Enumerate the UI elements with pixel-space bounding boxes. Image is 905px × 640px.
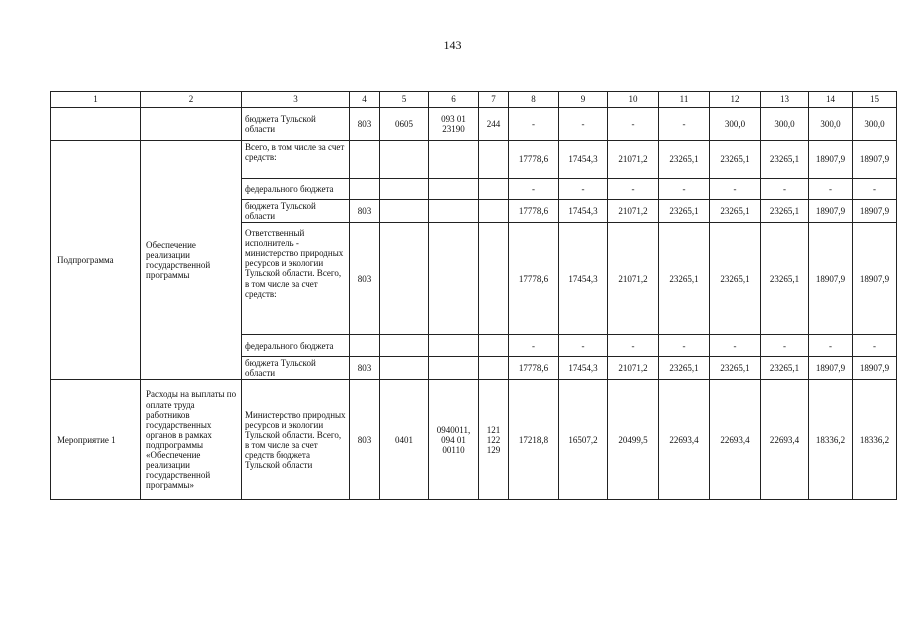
value-cell: 17218,8: [509, 380, 559, 500]
value-cell: 23265,1: [761, 141, 809, 179]
subprogram-name: Обеспечение реализации государственной программы: [141, 141, 242, 380]
header-cell: 11: [659, 92, 710, 108]
table-row: [51, 108, 897, 141]
section-code-cell: [380, 179, 429, 200]
value-cell: 18907,9: [809, 357, 853, 380]
value-cell: 18907,9: [853, 357, 897, 380]
value-cell: -: [608, 335, 659, 357]
table-row: [51, 380, 897, 500]
funding-source-cell: федерального бюджета: [242, 179, 350, 200]
ministry-code-cell: [350, 179, 380, 200]
value-cell: 23265,1: [710, 357, 761, 380]
section-code-cell: [380, 223, 429, 335]
section-code-cell: [380, 200, 429, 223]
value-cell: -: [809, 335, 853, 357]
value-cell: -: [559, 108, 608, 141]
header-row: [51, 92, 897, 108]
value-cell: 18907,9: [809, 141, 853, 179]
target-article-cell: [429, 141, 479, 179]
budget-table: [50, 91, 897, 500]
header-cell: 7: [479, 92, 509, 108]
value-cell: 23265,1: [710, 223, 761, 335]
value-cell: 23265,1: [710, 200, 761, 223]
value-cell: -: [608, 108, 659, 141]
header-cell: 4: [350, 92, 380, 108]
value-cell: -: [809, 179, 853, 200]
value-cell: 21071,2: [608, 357, 659, 380]
table-row: [51, 141, 897, 179]
expense-type-cell: [479, 179, 509, 200]
value-cell: 22693,4: [659, 380, 710, 500]
value-cell: 17454,3: [559, 357, 608, 380]
value-cell: 18907,9: [809, 200, 853, 223]
value-cell: 18907,9: [809, 223, 853, 335]
header-cell: 3: [242, 92, 350, 108]
target-article-cell: [429, 179, 479, 200]
value-cell: 17454,3: [559, 141, 608, 179]
header-cell: 9: [559, 92, 608, 108]
header-cell: 15: [853, 92, 897, 108]
header-cell: 8: [509, 92, 559, 108]
value-cell: 23265,1: [659, 223, 710, 335]
ministry-code-cell: 803: [350, 357, 380, 380]
value-cell: -: [710, 335, 761, 357]
funding-source-cell: Министерство природных ресурсов и экологии Тульской области. Всего, в том числе за счет средств бюджета Тульской области: [242, 380, 350, 500]
event-name: Расходы на выплаты по оплате труда работников государственных органов в рамках подпрограммы «Обеспечение реализации государственной программы»: [141, 380, 242, 500]
header-cell: 2: [141, 92, 242, 108]
value-cell: 23265,1: [710, 141, 761, 179]
value-cell: 23265,1: [761, 357, 809, 380]
value-cell: 23265,1: [659, 141, 710, 179]
funding-source-cell: бюджета Тульской области: [242, 200, 350, 223]
header-cell: 5: [380, 92, 429, 108]
value-cell: 21071,2: [608, 141, 659, 179]
expense-type-cell: [479, 335, 509, 357]
value-cell: -: [559, 335, 608, 357]
expense-type-cell: [479, 200, 509, 223]
value-cell: 23265,1: [659, 200, 710, 223]
value-cell: -: [608, 179, 659, 200]
page-number: 143: [443, 38, 462, 52]
value-cell: 17778,6: [509, 357, 559, 380]
value-cell: 21071,2: [608, 200, 659, 223]
value-cell: -: [853, 179, 897, 200]
expense-type-cell: 121 122 129: [479, 380, 509, 500]
subprogram-label: Подпрограмма: [51, 141, 141, 380]
event-label: Мероприятие 1: [51, 380, 141, 500]
value-cell: 22693,4: [710, 380, 761, 500]
expense-type-cell: 244: [479, 108, 509, 141]
ministry-code-cell: 803: [350, 108, 380, 141]
header-cell: 10: [608, 92, 659, 108]
expense-type-cell: [479, 357, 509, 380]
section-code-cell: [380, 141, 429, 179]
section-code-cell: [380, 357, 429, 380]
value-cell: 18907,9: [853, 200, 897, 223]
ministry-code-cell: [350, 335, 380, 357]
section-code-cell: 0401: [380, 380, 429, 500]
value-cell: -: [659, 108, 710, 141]
value-cell: 17454,3: [559, 223, 608, 335]
section-code-cell: [380, 335, 429, 357]
funding-source-cell: федерального бюджета: [242, 335, 350, 357]
header-cell: 13: [761, 92, 809, 108]
empty-cell: [51, 108, 141, 141]
value-cell: 18907,9: [853, 141, 897, 179]
funding-source-cell: Ответственный исполнитель - министерство природных ресурсов и экологии Тульской области. Всего, в том числе за счет средств:: [242, 223, 350, 335]
value-cell: -: [509, 179, 559, 200]
value-cell: 300,0: [710, 108, 761, 141]
ministry-code-cell: [350, 141, 380, 179]
value-cell: 22693,4: [761, 380, 809, 500]
value-cell: 300,0: [761, 108, 809, 141]
target-article-cell: [429, 223, 479, 335]
value-cell: -: [659, 179, 710, 200]
value-cell: 23265,1: [761, 200, 809, 223]
value-cell: 18336,2: [853, 380, 897, 500]
funding-source-cell: Всего, в том числе за счет средств:: [242, 141, 350, 179]
value-cell: 17454,3: [559, 200, 608, 223]
value-cell: 16507,2: [559, 380, 608, 500]
value-cell: 18907,9: [853, 223, 897, 335]
value-cell: 17778,6: [509, 200, 559, 223]
ministry-code-cell: 803: [350, 200, 380, 223]
value-cell: 20499,5: [608, 380, 659, 500]
header-cell: 12: [710, 92, 761, 108]
value-cell: 21071,2: [608, 223, 659, 335]
target-article-cell: [429, 200, 479, 223]
funding-source-cell: бюджета Тульской области: [242, 108, 350, 141]
value-cell: 300,0: [853, 108, 897, 141]
value-cell: -: [761, 179, 809, 200]
target-article-cell: 093 01 23190: [429, 108, 479, 141]
value-cell: 17778,6: [509, 223, 559, 335]
ministry-code-cell: 803: [350, 380, 380, 500]
value-cell: -: [710, 179, 761, 200]
value-cell: 18336,2: [809, 380, 853, 500]
expense-type-cell: [479, 223, 509, 335]
value-cell: -: [509, 335, 559, 357]
section-code-cell: 0605: [380, 108, 429, 141]
value-cell: -: [853, 335, 897, 357]
header-cell: 14: [809, 92, 853, 108]
value-cell: -: [559, 179, 608, 200]
value-cell: 17778,6: [509, 141, 559, 179]
ministry-code-cell: 803: [350, 223, 380, 335]
funding-source-cell: бюджета Тульской области: [242, 357, 350, 380]
target-article-cell: 0940011, 094 01 00110: [429, 380, 479, 500]
empty-cell: [141, 108, 242, 141]
value-cell: 300,0: [809, 108, 853, 141]
target-article-cell: [429, 357, 479, 380]
header-cell: 1: [51, 92, 141, 108]
expense-type-cell: [479, 141, 509, 179]
value-cell: 23265,1: [761, 223, 809, 335]
header-cell: 6: [429, 92, 479, 108]
value-cell: 23265,1: [659, 357, 710, 380]
value-cell: -: [659, 335, 710, 357]
target-article-cell: [429, 335, 479, 357]
value-cell: -: [509, 108, 559, 141]
value-cell: -: [761, 335, 809, 357]
